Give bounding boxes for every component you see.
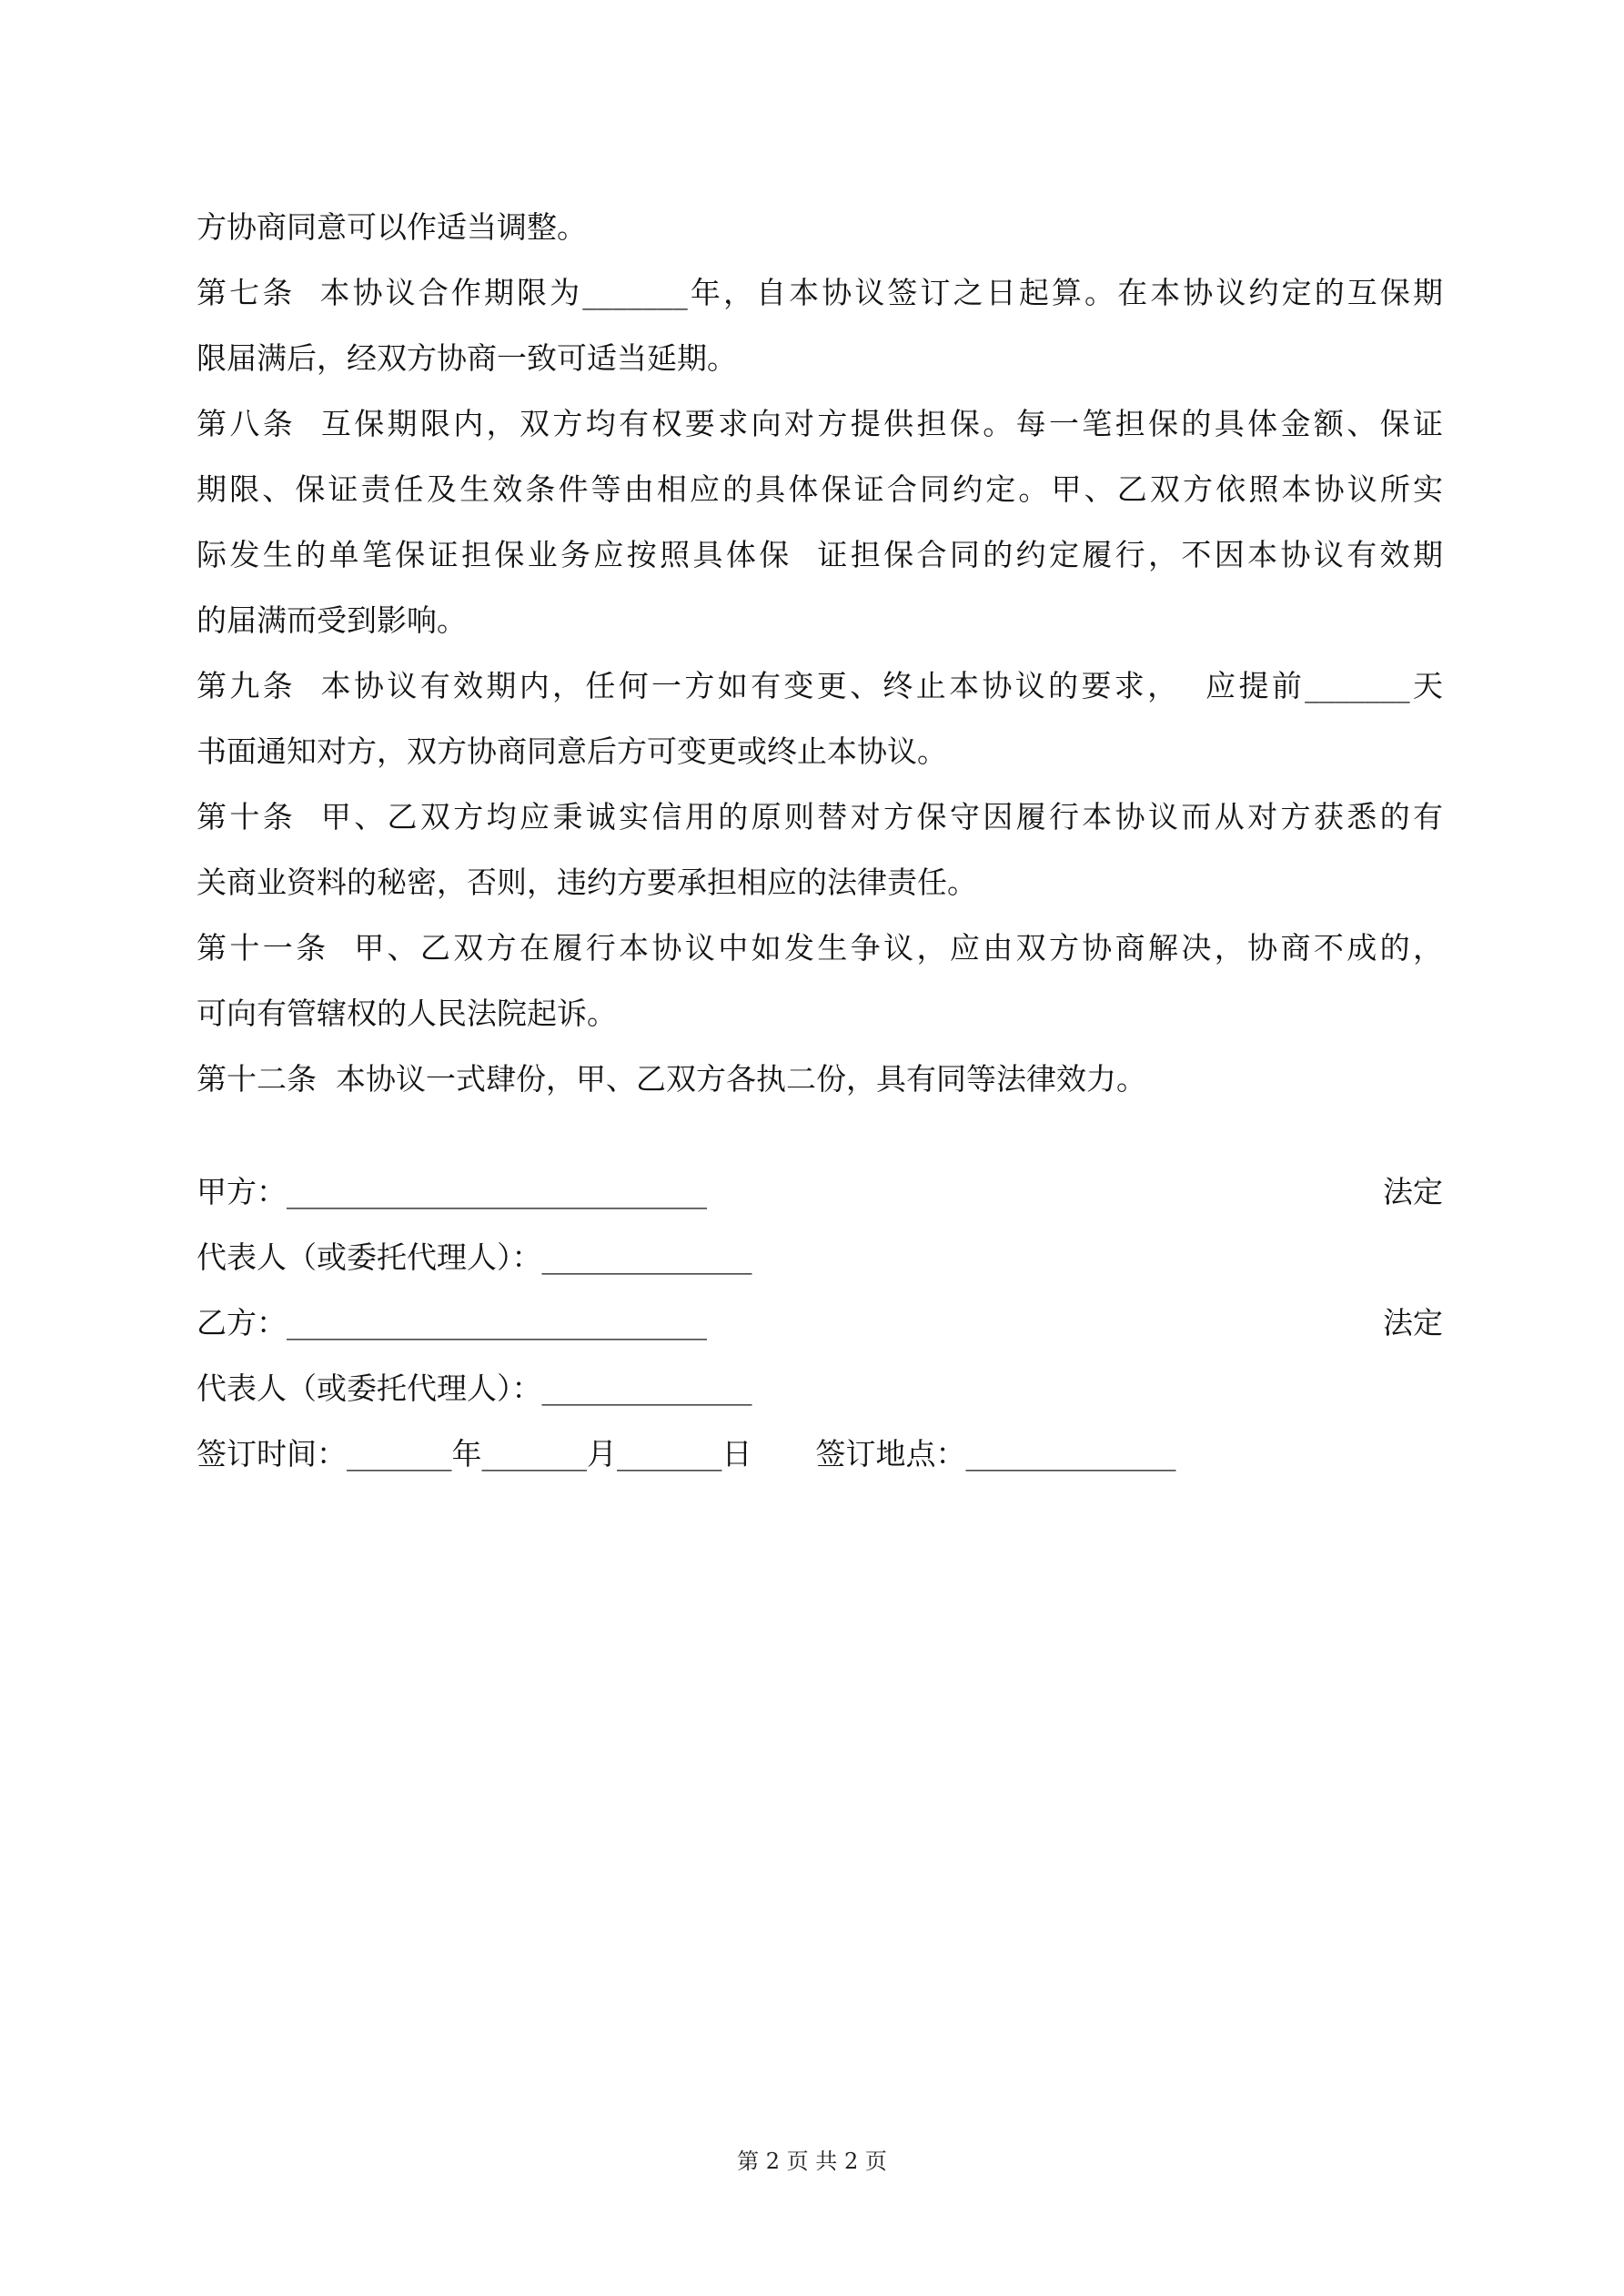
agreement-body	[197, 195, 1443, 1112]
article-9-line-1: 第九条 本协议有效期内，任何一方如有变更、终止本协议的要求， 应提前_______天	[197, 668, 1443, 703]
article-8-line-2: 期限、保证责任及生效条件等由相应的具体保证合同约定。甲、乙双方依照本协议所实	[197, 471, 1443, 507]
party-a-row	[197, 1159, 1443, 1225]
signing-info-row	[197, 1421, 1443, 1487]
party-a-representative-field: 代表人（或委托代理人）：______________	[197, 1239, 752, 1275]
party-a-representative-row	[197, 1225, 1443, 1290]
party-b-field: 乙方：____________________________	[197, 1305, 707, 1340]
party-a-field: 甲方：____________________________	[197, 1174, 707, 1209]
article-8-line-3: 际发生的单笔保证担保业务应按照具体保 证担保合同的约定履行，不因本协议有效期	[197, 537, 1443, 572]
signature-block	[197, 1159, 1443, 1487]
signing-time-field: 签订时间：_______年_______月_______日	[197, 1436, 752, 1472]
text-line: 方协商同意可以作适当调整。	[197, 209, 587, 245]
article-8-line-4: 的届满而受到影响。	[197, 602, 467, 638]
article-11-line-2: 可向有管辖权的人民法院起诉。	[197, 996, 617, 1031]
article-8-line-1: 第八条 互保期限内，双方均有权要求向对方提供担保。每一笔担保的具体金额、保证	[197, 406, 1443, 441]
party-b-representative-field: 代表人（或委托代理人）：______________	[197, 1371, 752, 1406]
party-a-legal-label: 法定	[1383, 1174, 1443, 1209]
article-12-line-1: 第十二条 本协议一式肆份，甲、乙双方各执二份，具有同等法律效力。	[197, 1061, 1146, 1097]
article-7-line-1: 第七条 本协议合作期限为_______年，自本协议签订之日起算。在本协议约定的互保期	[197, 275, 1443, 310]
party-b-legal-label: 法定	[1383, 1305, 1443, 1340]
article-11-line-1: 第十一条 甲、乙双方在履行本协议中如发生争议，应由双方协商解决，协商不成的，	[197, 930, 1443, 966]
page-number-footer: 第 2 页 共 2 页	[737, 2149, 887, 2174]
article-9-line-2: 书面通知对方，双方协商同意后方可变更或终止本协议。	[197, 733, 947, 769]
article-10-line-1: 第十条 甲、乙双方均应秉诚实信用的原则替对方保守因履行本协议而从对方获悉的有	[197, 799, 1443, 834]
article-7-line-2: 限届满后，经双方协商一致可适当延期。	[197, 340, 737, 376]
party-b-row	[197, 1290, 1443, 1356]
party-b-representative-row	[197, 1356, 1443, 1421]
signing-place-field: 签订地点：______________	[815, 1436, 1176, 1472]
article-10-line-2: 关商业资料的秘密，否则，违约方要承担相应的法律责任。	[197, 865, 977, 900]
